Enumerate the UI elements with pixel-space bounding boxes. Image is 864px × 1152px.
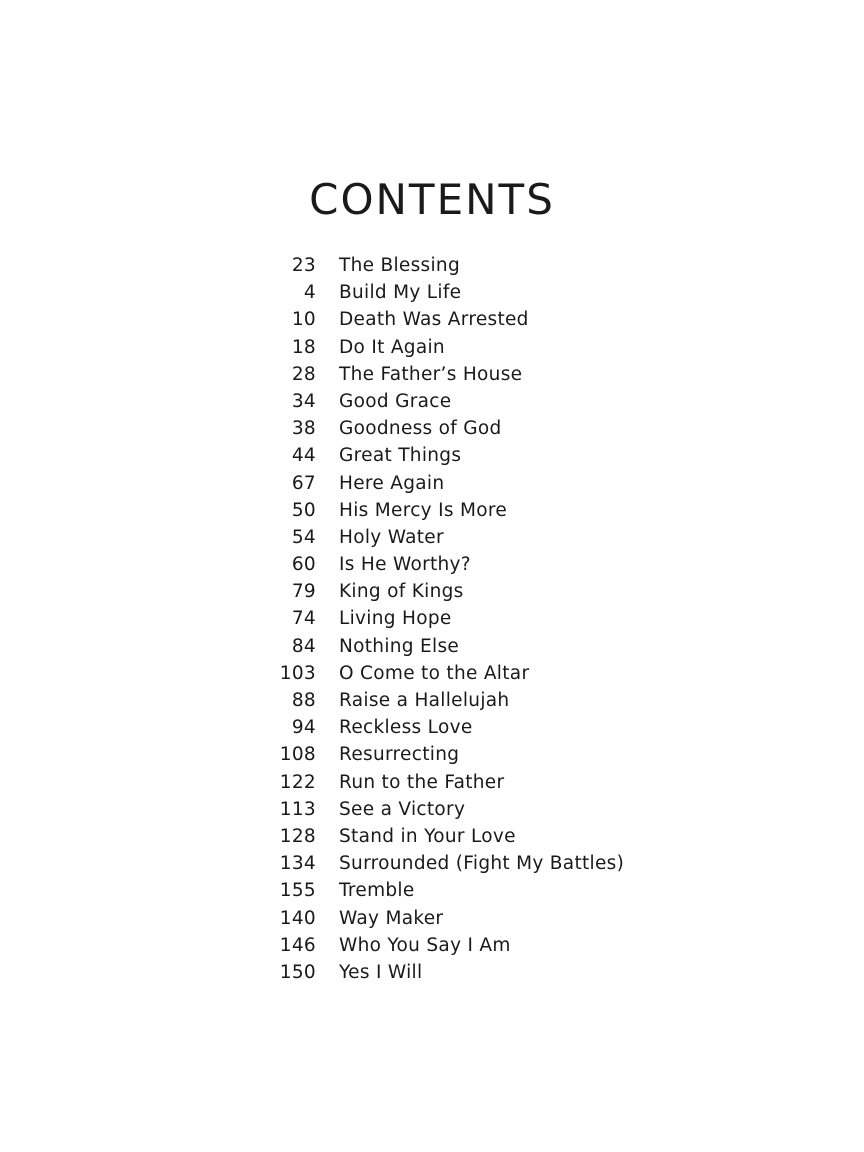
toc-entry xyxy=(0,741,864,768)
toc-entry xyxy=(0,796,864,823)
toc-page-number: 79 xyxy=(291,581,316,603)
toc-entry xyxy=(0,415,864,442)
toc-song-title: Resurrecting xyxy=(339,744,460,766)
toc-page-number: 140 xyxy=(279,907,316,929)
toc-entry xyxy=(0,578,864,605)
toc-page-number: 23 xyxy=(291,255,316,276)
toc-entry xyxy=(0,633,864,660)
toc-entry xyxy=(0,769,864,796)
toc-song-title: See a Victory xyxy=(339,798,466,820)
toc-entry xyxy=(0,470,864,497)
toc-page-number: 44 xyxy=(291,445,316,467)
toc-page-number: 28 xyxy=(291,363,316,385)
toc-song-title: The Father’s House xyxy=(339,363,523,385)
toc-song-title: Run to the Father xyxy=(339,771,505,793)
toc-song-title: Holy Water xyxy=(339,526,444,548)
toc-page-number: 108 xyxy=(279,744,316,766)
toc-entry xyxy=(0,850,864,877)
toc-entry xyxy=(0,524,864,551)
toc-page-number: 150 xyxy=(279,961,316,983)
toc-song-title: King of Kings xyxy=(339,581,464,603)
toc-page-number: 4 xyxy=(303,282,316,304)
toc-entry xyxy=(0,660,864,687)
table-of-contents xyxy=(0,252,864,986)
toc-entry xyxy=(0,306,864,333)
toc-page-number: 74 xyxy=(291,608,316,630)
toc-page-number: 122 xyxy=(279,771,316,793)
toc-page-number: 103 xyxy=(279,662,316,684)
toc-page-number: 94 xyxy=(291,717,316,739)
toc-entry xyxy=(0,714,864,741)
toc-entry xyxy=(0,905,864,932)
toc-page-number: 134 xyxy=(279,853,316,875)
toc-song-title: Yes I Will xyxy=(339,961,423,983)
toc-song-title: Good Grace xyxy=(339,390,452,412)
toc-song-title: Here Again xyxy=(339,472,445,494)
toc-song-title: Do It Again xyxy=(339,336,445,358)
toc-page-number: 38 xyxy=(291,418,316,440)
toc-page-number: 34 xyxy=(291,390,316,412)
toc-song-title: The Blessing xyxy=(339,255,460,276)
toc-entry xyxy=(0,932,864,959)
page-title: CONTENTS xyxy=(309,175,555,224)
toc-song-title: Raise a Hallelujah xyxy=(339,690,510,711)
toc-song-title: Living Hope xyxy=(339,608,452,630)
toc-song-title: O Come to the Altar xyxy=(339,662,530,684)
toc-entry xyxy=(0,279,864,306)
toc-page-number: 50 xyxy=(291,499,316,521)
toc-entry xyxy=(0,334,864,361)
toc-page-number: 18 xyxy=(291,336,316,358)
toc-page-number: 10 xyxy=(291,309,316,331)
toc-page-number: 128 xyxy=(279,825,316,847)
toc-song-title: Goodness of God xyxy=(339,418,502,440)
toc-song-title: Great Things xyxy=(339,445,462,467)
toc-page-number: 67 xyxy=(291,472,316,494)
toc-entry xyxy=(0,687,864,714)
toc-song-title: Who You Say I Am xyxy=(339,934,511,956)
toc-song-title: Tremble xyxy=(339,880,415,902)
toc-song-title: Nothing Else xyxy=(339,635,460,657)
toc-song-title: His Mercy Is More xyxy=(339,499,508,521)
toc-page-number: 88 xyxy=(291,690,316,711)
toc-song-title: Surrounded (Fight My Battles) xyxy=(339,853,625,875)
toc-song-title: Is He Worthy? xyxy=(339,554,471,576)
toc-song-title: Stand in Your Love xyxy=(339,825,516,847)
toc-page-number: 84 xyxy=(291,635,316,657)
toc-entry xyxy=(0,877,864,904)
toc-page-number: 146 xyxy=(279,934,316,956)
toc-entry xyxy=(0,361,864,388)
toc-song-title: Build My Life xyxy=(339,282,462,304)
toc-entry xyxy=(0,551,864,578)
toc-entry xyxy=(0,388,864,415)
toc-song-title: Way Maker xyxy=(339,907,444,929)
toc-entry xyxy=(0,497,864,524)
toc-song-title: Reckless Love xyxy=(339,717,473,739)
toc-page-number: 155 xyxy=(279,880,316,902)
toc-page-number: 113 xyxy=(279,798,316,820)
toc-entry xyxy=(0,823,864,850)
toc-page-number: 54 xyxy=(291,526,316,548)
toc-page-number: 60 xyxy=(291,554,316,576)
toc-entry xyxy=(0,959,864,986)
toc-song-title: Death Was Arrested xyxy=(339,309,529,331)
toc-entry xyxy=(0,442,864,469)
toc-entry xyxy=(0,252,864,279)
toc-entry xyxy=(0,605,864,632)
